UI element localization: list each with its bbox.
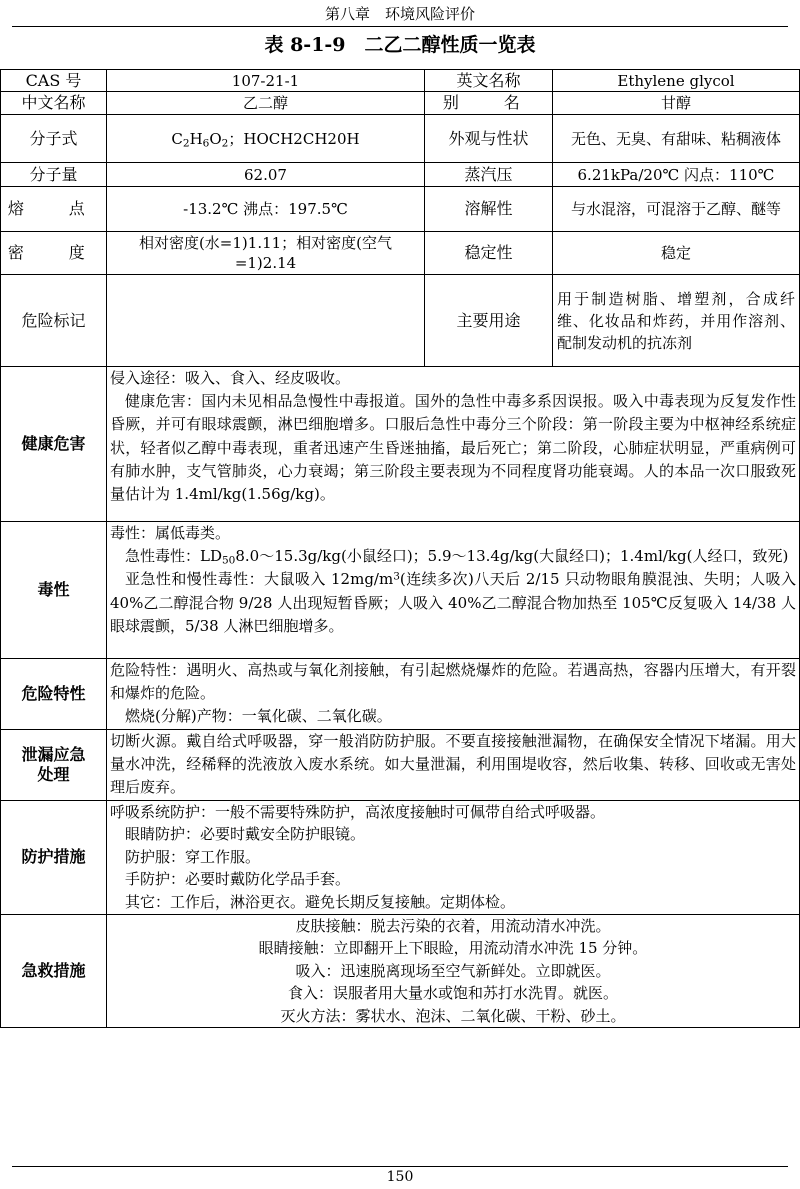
chinese-name-value: 乙二醇 — [107, 92, 425, 115]
mol-weight-value: 62.07 — [107, 163, 425, 187]
header-rule — [12, 26, 788, 27]
table-row — [1, 115, 800, 163]
formula-c: C — [171, 129, 183, 148]
ld50-subscript: 50 — [222, 554, 236, 567]
table-title: 表 8-1-9 二乙二醇性质一览表 — [264, 34, 536, 56]
english-name-label: 英文名称 — [425, 70, 553, 92]
formula-h: H — [189, 129, 203, 148]
leak-response-text: 切断火源。戴自给式呼吸器，穿一般消防防护服。不要直接接触泄漏物，在确保安全情况下堵漏。用大量水冲洗，经稀释的洗液放入废水系统。如大量泄漏，利用围堤收容，然后收集、转移、回收或无害处理后废弃。 — [107, 729, 800, 800]
table-row — [1, 187, 800, 232]
appearance-value: 无色、无臭、有甜味、粘稠液体 — [553, 115, 800, 163]
health-hazard-content — [107, 367, 800, 522]
solubility-value: 与水混溶，可混溶于乙醇、醚等 — [553, 187, 800, 232]
table-row — [1, 92, 800, 115]
stability-value: 稳定 — [553, 232, 800, 275]
formula-structure: ；HOCH2CH20H — [228, 129, 360, 148]
toxicity-content — [107, 522, 800, 659]
running-header: 第八章 环境风险评价 — [324, 5, 475, 23]
acute-toxicity-lead: 急性毒性：LD — [125, 547, 222, 566]
formula-value — [107, 115, 425, 163]
appearance-label: 外观与性状 — [425, 115, 553, 163]
hand-protection: 手防护：必要时戴防化学品手套。 — [125, 870, 351, 889]
formula-o: O — [209, 129, 222, 148]
page-number: 150 — [386, 1169, 414, 1185]
inhalation-aid: 吸入：迅速脱离现场至空气新鲜处。立即就医。 — [295, 961, 611, 980]
leak-label-line-2: 处理 — [37, 764, 70, 784]
table-row — [1, 275, 800, 367]
table-row — [1, 659, 800, 730]
density-label-text: 密 度 — [7, 243, 100, 262]
chronic-toxicity-text — [110, 568, 796, 638]
protection-label: 防护措施 — [1, 800, 107, 914]
table-row — [1, 914, 800, 1028]
other-protection: 其它：工作后，淋浴更衣。避免长期反复接触。定期体检。 — [125, 892, 516, 911]
hazard-mark-label: 危险标记 — [1, 275, 107, 367]
main-use-value: 用于制造树脂、增塑剂，合成纤维、化妆品和炸药，并用作溶剂、配制发动机的抗冻剂 — [553, 275, 800, 367]
table-row — [1, 800, 800, 914]
table-row — [1, 522, 800, 659]
density-value: 相对密度(水=1)1.11；相对密度(空气=1)2.14 — [107, 232, 425, 275]
eye-protection: 眼睛防护：必要时戴安全防护眼镜。 — [125, 825, 366, 844]
formula-label: 分子式 — [1, 115, 107, 163]
chronic-toxicity-detail: (连续多次)八天后 2/15 只动物眼角膜混浊、失明；人吸入 40%乙二醇混合物 9/28 人出现短暂昏厥；人吸入 40%乙二醇混合物加热至 105℃反复吸入 14/38 人眼球震颤，5/38 人淋巴细胞增多。 — [110, 570, 796, 635]
fire-extinguishing: 灭火方法：雾状水、泡沫、二氧化碳、干粉、砂土。 — [280, 1006, 626, 1025]
melting-point-label-text: 熔 点 — [7, 199, 100, 218]
hazard-property-label: 危险特性 — [1, 659, 107, 730]
leak-response-label — [1, 729, 107, 800]
cubic-superscript: 3 — [393, 570, 400, 583]
formula-c-count: 2 — [182, 137, 190, 150]
solubility-label: 溶解性 — [425, 187, 553, 232]
main-use-label: 主要用途 — [425, 275, 553, 367]
table-row — [1, 70, 800, 92]
health-route-text: 侵入途径：吸入、食入、经皮吸收。 — [110, 369, 351, 387]
properties-table — [0, 69, 800, 1028]
mol-weight-label: 分子量 — [1, 163, 107, 187]
formula-o-count: 2 — [221, 137, 229, 150]
vapor-pressure-label: 蒸汽压 — [425, 163, 553, 187]
alias-value: 甘醇 — [553, 92, 800, 115]
alias-label — [425, 92, 553, 115]
hazard-mark-value — [107, 275, 425, 367]
table-row — [1, 163, 800, 187]
acute-toxicity-text — [110, 545, 796, 568]
table-row — [1, 232, 800, 275]
health-hazard-label: 健康危害 — [1, 367, 107, 522]
acute-toxicity-values: 8.0～15.3g/kg(小鼠经口)；5.9～13.4g/kg(大鼠经口)；1.4ml/kg(人经口，致死) — [235, 547, 789, 566]
cas-value: 107-21-1 — [107, 70, 425, 92]
table-row — [1, 729, 800, 800]
chinese-name-label: 中文名称 — [1, 92, 107, 115]
melting-point-value: -13.2℃ 沸点：197.5℃ — [107, 187, 425, 232]
english-name-value: Ethylene glycol — [553, 70, 800, 92]
first-aid-content — [107, 914, 800, 1028]
respiratory-protection: 呼吸系统防护：一般不需要特殊防护，高浓度接触时可佩带自给式呼吸器。 — [110, 802, 606, 821]
first-aid-label: 急救措施 — [1, 914, 107, 1028]
table-row — [1, 367, 800, 522]
formula-h-count: 6 — [202, 137, 210, 150]
hazard-property-content — [107, 659, 800, 730]
body-protection: 防护服：穿工作服。 — [125, 847, 261, 866]
chronic-toxicity-lead: 亚急性和慢性毒性：大鼠吸入 12mg/m — [125, 570, 394, 589]
toxicity-class-text: 毒性：属低毒类。 — [110, 524, 231, 542]
alias-label-text: 别 名 — [442, 93, 535, 112]
vapor-pressure-value: 6.21kPa/20℃ 闪点：110℃ — [553, 163, 800, 187]
toxicity-label: 毒性 — [1, 522, 107, 659]
protection-content — [107, 800, 800, 914]
hazard-property-text: 危险特性：遇明火、高热或与氧化剂接触，有引起燃烧爆炸的危险。若遇高热，容器内压增大，有开裂和爆炸的危险。 — [110, 661, 796, 703]
combustion-products-text: 燃烧(分解)产物：一氧化碳、二氧化碳。 — [125, 707, 392, 726]
melting-point-label — [1, 187, 107, 232]
density-label — [1, 232, 107, 275]
health-detail-text: 健康危害：国内未见相品急慢性中毒报道。国外的急性中毒多系因误报。吸入中毒表现为反复发作性昏厥，并可有眼球震颤，淋巴细胞增多。口服后急性中毒分三个阶段：第一阶段主要为中枢神经系统症状，轻者似乙醇中毒表现，重者迅速产生昏迷抽搐，最后死亡；第二阶段，心肺症状明显，严重病例可有肺水肿，支气管肺炎，心力衰竭；第三阶段主要表现为不同程度肾功能衰竭。人的本品一次口服致死量估计为 1.4ml/kg(1.56g/kg)。 — [110, 392, 796, 504]
eye-contact-aid: 眼睛接触：立即翻开上下眼睑，用流动清水冲洗 15 分钟。 — [258, 939, 648, 958]
stability-label: 稳定性 — [425, 232, 553, 275]
footer-rule — [12, 1166, 788, 1167]
skin-contact-aid: 皮肤接触：脱去污染的衣着，用流动清水冲洗。 — [295, 916, 611, 935]
cas-label: CAS 号 — [1, 70, 107, 92]
leak-label-line-1: 泄漏应急 — [21, 744, 86, 764]
ingestion-aid: 食入：误服者用大量水或饱和苏打水洗胃。就医。 — [287, 984, 618, 1003]
